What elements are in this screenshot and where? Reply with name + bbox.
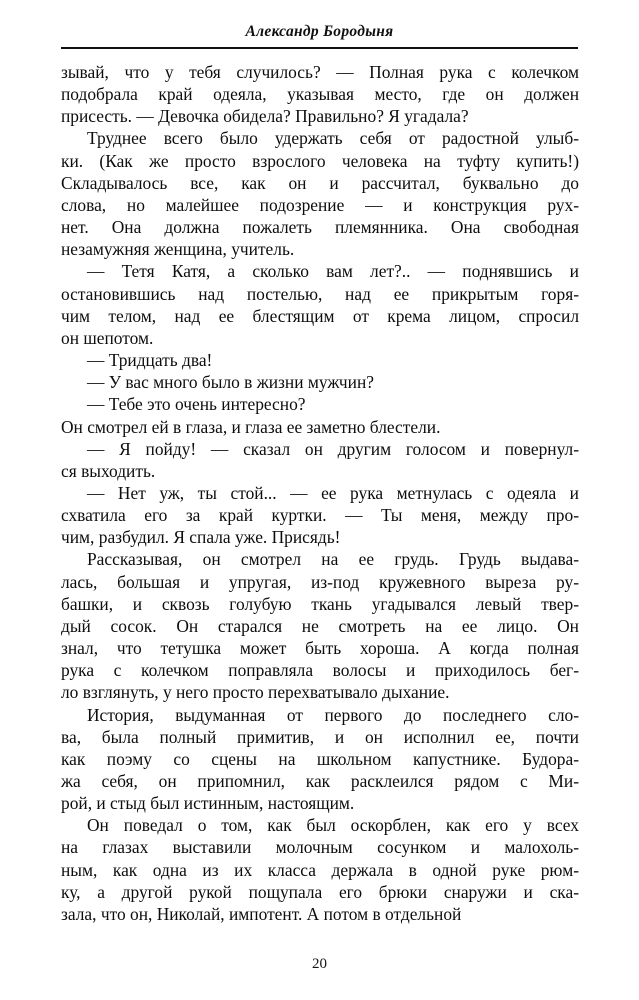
running-head: Александр Бородыня (245, 23, 394, 40)
text-line: ва, была полный примитив, и он исполнил ее, почти (61, 726, 579, 747)
paragraph (61, 438, 579, 482)
text-line: подобрала край одеяла, указывая место, где он должен (61, 84, 579, 105)
page-number: 20 (312, 956, 327, 972)
text-line: ным, как одна из их класса держала в одной руке рюм- (61, 859, 579, 880)
text-line: ло взглянуть, у него просто перехватывало дыхание. (61, 682, 450, 703)
paragraph (61, 127, 579, 260)
text-line: зала, что он, Николай, импотент. А потом в отдельной (61, 903, 462, 924)
text-line: нет. Она должна пожалеть племянника. Она свободная (61, 217, 579, 238)
text-line: знал, что тетушка может быть хороша. А когда полная (61, 638, 579, 659)
text-line: ки. (Как же просто взрослого человека на туфту купить!) (61, 150, 579, 171)
paragraph (61, 548, 579, 703)
paragraph (61, 260, 579, 349)
paragraph (61, 61, 579, 127)
text-line: Складывалось все, как он и рассчитал, буквально до (61, 172, 579, 193)
paragraph (61, 393, 579, 415)
paragraph (61, 482, 579, 548)
text-line: схватила его за край куртки. — Ты меня, между про- (61, 505, 579, 526)
paragraph (61, 371, 579, 393)
text-line: — У вас много было в жизни мужчин? (87, 372, 375, 393)
paragraph (61, 704, 579, 815)
text-line: лась, большая и упругая, из-под кружевного выреза ру- (61, 571, 579, 592)
text-line: как поэму со сцены на школьном капустнике. Будора- (61, 748, 579, 769)
text-line: дый сосок. Он старался не смотреть на ее лицо. Он (61, 615, 579, 636)
text-line: ку, а другой рукой пощупала его брюки снаружи и ска- (61, 881, 579, 902)
text-line: присесть. — Девочка обидела? Правильно? Я угадала? (61, 106, 469, 127)
text-line: слова, но малейшее подозрение — и конструкция рух- (61, 194, 579, 215)
text-line: ся выходить. (61, 460, 156, 481)
paragraph (61, 416, 579, 438)
text-line: — Я пойду! — сказал он другим голосом и повернул- (87, 438, 579, 459)
text-line: История, выдуманная от первого до последнего сло- (87, 704, 579, 725)
text-line: зывай, что у тебя случилось? — Полная рука с колечком (61, 62, 579, 82)
text-line: — Тридцать два! (87, 350, 213, 371)
text-line: он шепотом. (61, 327, 154, 348)
paragraph (61, 349, 579, 371)
text-line: Рассказывая, он смотрел на ее грудь. Грудь выдава- (87, 549, 579, 570)
text-line: незамужняя женщина, учитель. (61, 239, 295, 260)
text-line: рой, и стыд был истинным, настоящим. (61, 793, 355, 814)
text-line: жа себя, он припомнил, как расклеился рядом с Ми- (61, 771, 579, 791)
text-line: на глазах выставили молочным сосунком и малохоль- (61, 837, 579, 858)
paragraph (61, 814, 579, 925)
text-line: Он смотрел ей в глаза, и глаза ее заметно блестели. (61, 416, 441, 437)
body-text-block (61, 61, 579, 925)
text-line: чим телом, над ее блестящим от крема лицом, спросил (61, 305, 579, 326)
text-line: Он поведал о том, как был оскорблен, как его у всех (87, 815, 579, 836)
header-rule (61, 47, 578, 49)
text-line: — Нет уж, ты стой... — ее рука метнулась с одеяла и (87, 482, 579, 503)
text-line: башки, и сквозь голубую ткань угадывался левый твер- (61, 593, 579, 614)
text-line: чим, разбудил. Я спала уже. Присядь! (61, 527, 341, 548)
text-line: — Тетя Катя, а сколько вам лет?.. — поднявшись и (87, 261, 579, 282)
text-line: рука с колечком поправляла волосы и приходилось бег- (61, 660, 579, 681)
text-line: — Тебе это очень интересно? (87, 394, 306, 415)
text-line: Труднее всего было удержать себя от радостной улыб- (87, 128, 579, 149)
text-line: остановившись над постелью, над ее прикрытым горя- (61, 283, 579, 304)
